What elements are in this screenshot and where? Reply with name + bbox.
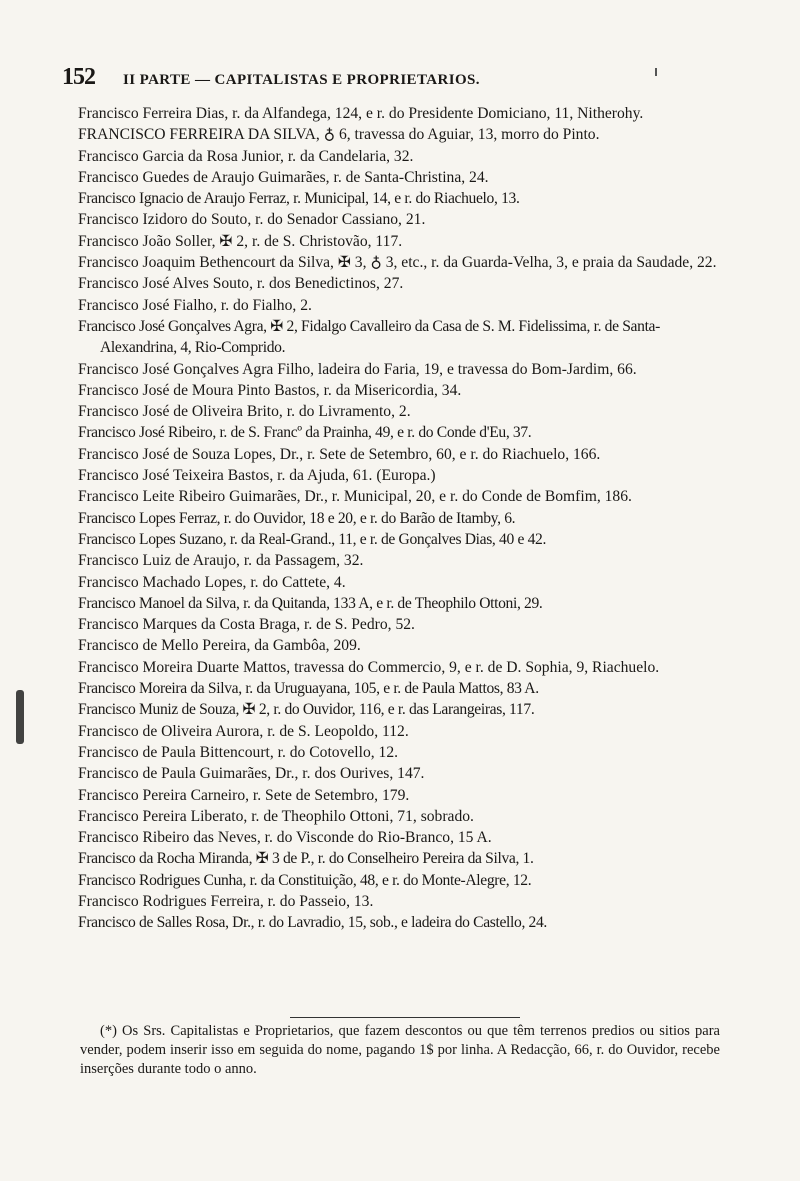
list-item: Francisco Manoel da Silva, r. da Quitanda, 133 A, e r. de Theophilo Ottoni, 29. — [78, 594, 543, 612]
list-item: Francisco José de Souza Lopes, Dr., r. Sete de Setembro, 60, e r. do Riachuelo, 166. — [78, 445, 601, 463]
section-title: II PARTE — CAPITALISTAS E PROPRIETARIOS. — [123, 72, 480, 88]
list-item: Francisco Leite Ribeiro Guimarães, Dr., r. Municipal, 20, e r. do Conde de Bomfim, 186. — [78, 488, 632, 506]
list-item: Francisco Muniz de Souza, ✠ 2, r. do Ouvidor, 116, e r. das Larangeiras, 117. — [78, 701, 535, 719]
list-item: Francisco de Paula Guimarães, Dr., r. dos Ourives, 147. — [78, 765, 425, 783]
list-item: Francisco José Gonçalves Agra Filho, ladeira do Faria, 19, e travessa do Bom-Jardim, 66. — [78, 360, 637, 378]
list-item: Francisco Moreira da Silva, r. da Uruguayana, 105, e r. de Paula Mattos, 83 A. — [78, 680, 539, 698]
list-item: Francisco Ferreira Dias, r. da Alfandega, 124, e r. do Presidente Domiciano, 11, Nitherohy. — [78, 105, 644, 122]
list-item: Francisco José de Moura Pinto Bastos, r. da Misericordia, 34. — [78, 381, 462, 399]
list-item: Francisco da Rocha Miranda, ✠ 3 de P., r. do Conselheiro Pereira da Silva, 1. — [78, 850, 534, 868]
list-item: Francisco Machado Lopes, r. do Cattete, 4. — [78, 573, 346, 591]
list-item: Francisco Marques da Costa Braga, r. de S. Pedro, 52. — [78, 616, 415, 634]
list-item: Francisco de Salles Rosa, Dr., r. do Lavradio, 15, sob., e ladeira do Castello, 24. — [78, 914, 547, 932]
page-header — [62, 64, 722, 94]
list-item: Francisco Luiz de Araujo, r. da Passagem, 32. — [78, 552, 364, 570]
list-item: Francisco Lopes Ferraz, r. do Ouvidor, 18 e 20, e r. do Barão de Itamby, 6. — [78, 509, 516, 527]
footnote-divider — [290, 1017, 520, 1018]
margin-mark — [16, 690, 24, 744]
directory-list — [78, 103, 718, 934]
list-item: Francisco Izidoro do Souto, r. do Senador Cassiano, 21. — [78, 211, 426, 229]
list-item: Francisco José Ribeiro, r. de S. Francº da Prainha, 49, e r. do Conde d'Eu, 37. — [78, 424, 532, 442]
list-item: Francisco de Oliveira Aurora, r. de S. Leopoldo, 112. — [78, 722, 409, 740]
page-number: 152 — [62, 64, 95, 90]
list-item: Francisco Ignacio de Araujo Ferraz, r. Municipal, 14, e r. do Riachuelo, 13. — [78, 190, 520, 208]
list-item: Francisco José Fialho, r. do Fialho, 2. — [78, 296, 312, 314]
footnote-text: (*) Os Srs. Capitalistas e Proprietarios, que fazem descontos ou que têm terrenos predios ou sitios para vender, podem inserir isso em seguida do nome, pagando 1$ por linha. A Redacção, 66, r. do Ouvidor, recebe inserções durante todo o anno. — [80, 1023, 720, 1077]
list-item: Francisco Ribeiro das Neves, r. do Visconde do Rio-Branco, 15 A. — [78, 829, 492, 847]
list-item: Francisco Pereira Liberato, r. de Theophilo Ottoni, 71, sobrado. — [78, 807, 474, 825]
list-item: Francisco José Gonçalves Agra, ✠ 2, Fidalgo Cavalleiro da Casa de S. M. Fidelissima, r. de Santa-Alexandrina, 4, Rio-Comprido. — [78, 317, 660, 357]
footnote — [80, 1022, 720, 1079]
list-item: Francisco Rodrigues Ferreira, r. do Passeio, 13. — [78, 892, 374, 910]
list-item: Francisco José Teixeira Bastos, r. da Ajuda, 61. (Europa.) — [78, 467, 436, 485]
list-item: FRANCISCO FERREIRA DA SILVA, ♁ 6, travessa do Aguiar, 13, morro do Pinto. — [78, 126, 600, 144]
list-item: Francisco José Alves Souto, r. dos Benedictinos, 27. — [78, 275, 404, 293]
list-item: Francisco de Mello Pereira, da Gambôa, 209. — [78, 637, 361, 655]
list-item: Francisco Guedes de Araujo Guimarães, r. de Santa-Christina, 24. — [78, 168, 489, 186]
list-item: Francisco João Soller, ✠ 2, r. de S. Christovão, 117. — [78, 232, 403, 250]
list-item: Francisco Rodrigues Cunha, r. da Constituição, 48, e r. do Monte-Alegre, 12. — [78, 871, 532, 889]
list-item: Francisco de Paula Bittencourt, r. do Cotovello, 12. — [78, 743, 399, 761]
list-item: Francisco Garcia da Rosa Junior, r. da Candelaria, 32. — [78, 147, 414, 165]
list-item: Francisco Pereira Carneiro, r. Sete de Setembro, 179. — [78, 786, 410, 804]
list-item: Francisco Moreira Duarte Mattos, travessa do Commercio, 9, e r. de D. Sophia, 9, Riachuelo. — [78, 658, 660, 676]
list-item: Francisco José de Oliveira Brito, r. do Livramento, 2. — [78, 403, 411, 421]
list-item: Francisco Lopes Suzano, r. da Real-Grand., 11, e r. de Gonçalves Dias, 40 e 42. — [78, 530, 547, 548]
list-item: Francisco Joaquim Bethencourt da Silva, ✠ 3, ♁ 3, etc., r. da Guarda-Velha, 3, e praia da Saudade, 22. — [78, 254, 717, 272]
